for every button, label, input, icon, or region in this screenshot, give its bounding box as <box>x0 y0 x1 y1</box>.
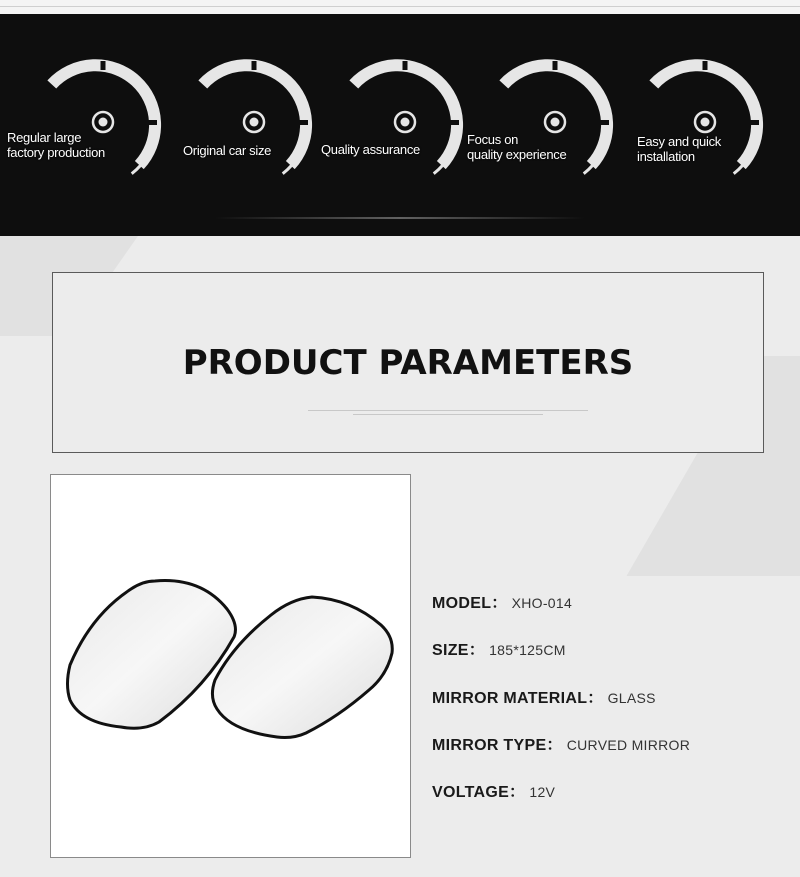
param-value: 185*125CM <box>489 642 566 658</box>
param-value: XHO-014 <box>511 595 573 611</box>
param-size <box>432 637 566 660</box>
divider <box>0 6 800 7</box>
feature-label: Focus on quality experience <box>467 132 567 162</box>
mirror-glass-image <box>51 475 410 857</box>
param-material <box>432 685 656 708</box>
feature-item <box>183 52 319 182</box>
feature-label: Easy and quick installation <box>637 134 721 164</box>
param-value: CURVED MIRROR <box>566 737 691 753</box>
section-title-box <box>52 272 764 453</box>
divider <box>353 414 543 415</box>
param-key: MIRROR MATERIAL： <box>432 690 604 707</box>
feature-label: Original car size <box>183 143 272 158</box>
gauge-icon <box>38 52 168 182</box>
gauge-icon <box>490 52 620 182</box>
param-value: 12V <box>529 784 556 800</box>
banner-glow <box>215 217 585 219</box>
section-title: PRODUCT PARAMETERS <box>182 343 634 383</box>
param-key: MIRROR TYPE： <box>432 737 563 754</box>
param-type <box>432 732 690 755</box>
param-key: MODEL： <box>432 595 508 612</box>
target-icon <box>244 112 264 132</box>
gauge-icon <box>340 52 470 182</box>
param-model <box>432 590 572 613</box>
gauge-icon <box>189 52 319 182</box>
param-key: VOLTAGE： <box>432 784 526 801</box>
target-icon <box>395 112 415 132</box>
feature-item <box>637 52 770 182</box>
param-key: SIZE： <box>432 642 486 659</box>
feature-item <box>321 52 470 182</box>
target-icon <box>545 112 565 132</box>
param-voltage <box>432 779 555 802</box>
feature-item <box>467 52 620 182</box>
product-image <box>50 474 411 858</box>
feature-label: Regular large factory production <box>7 130 105 160</box>
param-value: GLASS <box>607 690 656 706</box>
feature-label: Quality assurance <box>321 142 420 157</box>
target-icon <box>93 112 113 132</box>
target-icon <box>695 112 715 132</box>
feature-item <box>7 52 168 182</box>
divider <box>308 410 588 411</box>
top-strip <box>0 0 800 14</box>
